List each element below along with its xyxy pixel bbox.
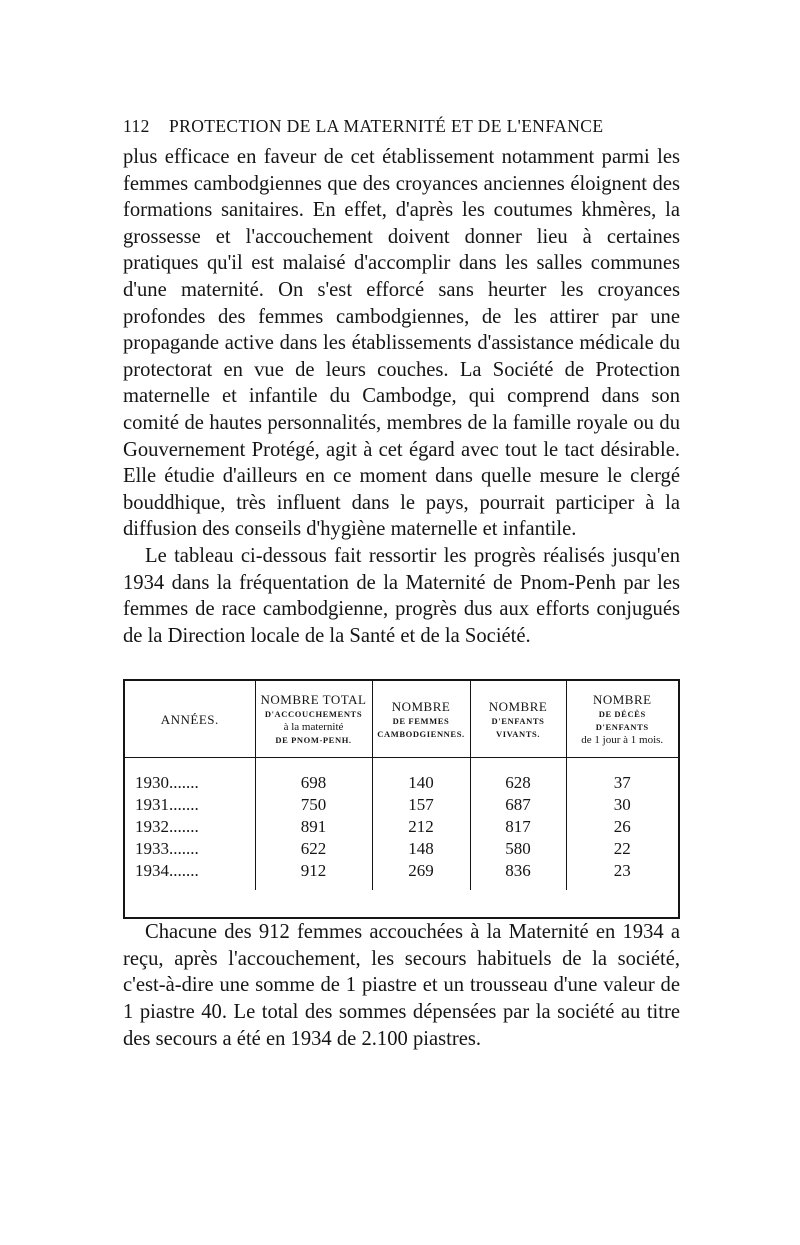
cell-year: 1930....... bbox=[135, 773, 199, 793]
cell-total: 750 bbox=[255, 794, 372, 816]
cell-enfants: 817 bbox=[470, 816, 566, 838]
table-row bbox=[125, 838, 678, 860]
cell-year: 1931....... bbox=[135, 795, 199, 815]
cell-total: 622 bbox=[255, 838, 372, 860]
book-page bbox=[123, 116, 680, 1052]
cell-enfants: 580 bbox=[470, 838, 566, 860]
cell-femmes: 157 bbox=[372, 794, 470, 816]
cell-deces: 23 bbox=[566, 860, 678, 890]
cell-femmes: 140 bbox=[372, 772, 470, 794]
header-annees: ANNÉES. bbox=[125, 681, 255, 758]
running-header bbox=[123, 116, 680, 144]
cell-femmes: 212 bbox=[372, 816, 470, 838]
cell-femmes: 148 bbox=[372, 838, 470, 860]
cell-enfants: 628 bbox=[470, 772, 566, 794]
cell-enfants: 836 bbox=[470, 860, 566, 890]
page-number: 112 bbox=[123, 116, 150, 136]
cell-deces: 37 bbox=[566, 772, 678, 794]
header-deces-enfants: NOMBRE DE DÉCÈS D'ENFANTS de 1 jour à 1 mois. bbox=[566, 681, 678, 758]
paragraph-3: Chacune des 912 femmes accouchées à la Maternité en 1934 a reçu, après l'accouchement, les secours habituels de la société, c'est-à-dire une somme de 1 piastre et un trousseau d'une valeur de 1 piastre 40. Le total des sommes dépensées par la société au titre des secours a été en 1934 de 2.100 piastres. bbox=[123, 921, 680, 1050]
header-total-accouchements: NOMBRE TOTAL D'ACCOUCHEMENTS à la maternité DE PNOM-PENH. bbox=[255, 681, 372, 758]
table-row bbox=[125, 794, 678, 816]
running-title: PROTECTION DE LA MATERNITÉ ET DE L'ENFANCE bbox=[169, 116, 604, 136]
cell-deces: 22 bbox=[566, 838, 678, 860]
cell-femmes: 269 bbox=[372, 860, 470, 890]
paragraph-2: Le tableau ci-dessous fait ressortir les progrès réalisés jusqu'en 1934 dans la fréquentation de la Maternité de Pnom-Penh par les femmes de race cambodgienne, progrès dus aux efforts conjugués de la Direction locale de la Santé et de la Société. bbox=[123, 544, 680, 647]
statistics-table bbox=[123, 679, 680, 919]
header-enfants-vivants: NOMBRE D'ENFANTS VIVANTS. bbox=[470, 681, 566, 758]
cell-deces: 26 bbox=[566, 816, 678, 838]
cell-total: 891 bbox=[255, 816, 372, 838]
cell-deces: 30 bbox=[566, 794, 678, 816]
table-header-row bbox=[125, 681, 678, 758]
cell-total: 698 bbox=[255, 772, 372, 794]
table-row bbox=[125, 860, 678, 890]
cell-year: 1932....... bbox=[135, 817, 199, 837]
cell-total: 912 bbox=[255, 860, 372, 890]
table-row bbox=[125, 772, 678, 794]
cell-year: 1934....... bbox=[135, 861, 199, 881]
cell-enfants: 687 bbox=[470, 794, 566, 816]
paragraph-1: plus efficace en faveur de cet établissement notamment parmi les femmes cambodgiennes que des croyances anciennes éloignent des formations sanitaires. En effet, d'après les coutumes khmères, la grossesse et l'accouchement doivent donner lieu à certaines pratiques qu'il est malaisé d'accomplir dans les salles communes d'une maternité. On s'est efforcé sans heurter les croyances profondes des femmes cambodgiennes, de les attirer par une propagande active dans les établissements d'assistance médicale du protectorat en vue de leurs couches. La Société de Protection maternelle et infantile du Cambodge, qui comprend dans son comité de hautes personnalités, membres de la famille royale ou du Gouvernement Protégé, agit à cet égard avec tout le tact désirable. Elle étudie d'ailleurs en ce moment dans quelle mesure le clergé bouddhique, très influent dans le pays, pourrait participer à la diffusion des conseils d'hygiène maternelle et infantile. bbox=[123, 146, 680, 541]
cell-year: 1933....... bbox=[135, 839, 199, 859]
table-row bbox=[125, 816, 678, 838]
header-femmes-cambodgiennes: NOMBRE DE FEMMES CAMBODGIENNES. bbox=[372, 681, 470, 758]
